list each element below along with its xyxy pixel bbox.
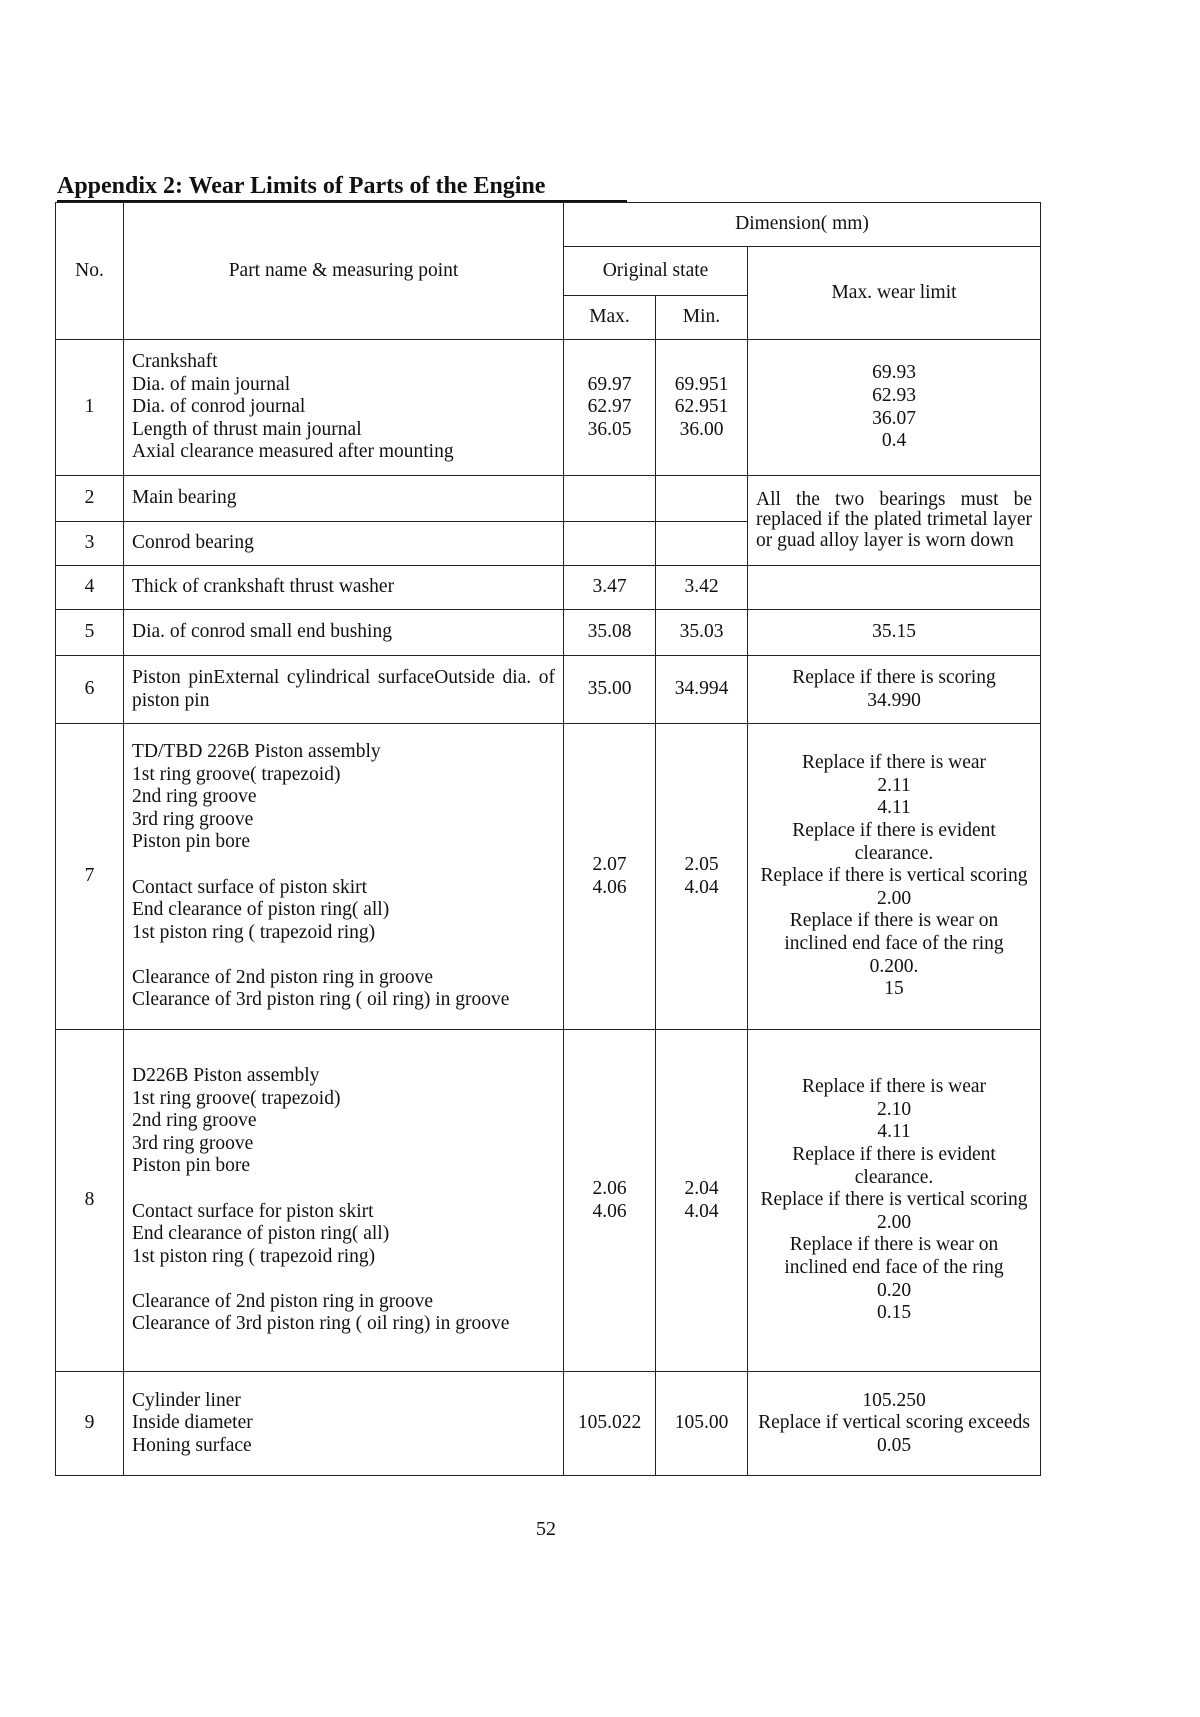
wear-limit-line: 4.11 [877, 797, 911, 819]
wear-limit-line: Replace if there is evident clearance. [792, 1144, 996, 1188]
wear-limit-line: 62.93 [872, 384, 916, 406]
table-row [56, 1030, 1041, 1372]
part-name [124, 566, 564, 610]
wear-limit-line: Replace if there is wear on inclined end face of the ring [784, 910, 1004, 954]
wear-limit-line: 15 [884, 978, 904, 1000]
min-value [656, 1372, 748, 1476]
wear-limit-line: 2.11 [877, 774, 911, 796]
wear-limit-line: 2.00 [876, 1211, 912, 1233]
wear-limit-line: Replace if there is wear on inclined end face of the ring [784, 1234, 1004, 1278]
max-value-line: 36.05 [587, 418, 632, 440]
part-name-line: Contact surface of piston skirt [132, 876, 368, 898]
max-value-line: 4.06 [592, 1200, 627, 1222]
table-row [56, 724, 1041, 1030]
min-value-line: 105.00 [674, 1412, 729, 1434]
wear-limit-line: 69.93 [872, 362, 916, 384]
wear-limit-line: 4.11 [877, 1121, 911, 1143]
part-name [124, 1030, 564, 1372]
part-name-line: Thick of crankshaft thrust washer [132, 576, 395, 598]
part-name-line: End clearance of piston ring( all) [132, 899, 390, 921]
wear-limit-line: 36.07 [872, 407, 916, 429]
row-number: 3 [56, 522, 124, 566]
min-value [656, 724, 748, 1030]
header-wear-limit: Max. wear limit [748, 247, 1041, 340]
max-value [564, 1030, 656, 1372]
wear-limit [748, 610, 1041, 656]
wear-limit-line: 0.200. [869, 955, 919, 977]
part-name-line: Main bearing [132, 487, 237, 509]
wear-limit [748, 566, 1041, 610]
wear-limit-line: Replace if there is scoring [792, 666, 996, 688]
part-name [124, 522, 564, 566]
max-value [564, 476, 656, 522]
min-value [656, 340, 748, 476]
min-value [656, 656, 748, 724]
part-name-line: 1st piston ring ( trapezoid ring) [132, 921, 376, 943]
max-value [564, 340, 656, 476]
wear-limit-line: 2.00 [876, 887, 912, 909]
blank-line [132, 1178, 555, 1201]
part-name-line: Dia. of conrod journal [132, 396, 306, 418]
part-name-line: End clearance of piston ring( all) [132, 1223, 390, 1245]
table-row [56, 566, 1041, 610]
page-title: Appendix 2: Wear Limits of Parts of the Engine [57, 173, 546, 199]
part-name [124, 476, 564, 522]
min-value [656, 610, 748, 656]
min-value-line: 35.03 [679, 621, 724, 643]
max-value-line: 35.00 [587, 678, 632, 700]
wear-limit-line: 105.250 [862, 1389, 926, 1411]
row-number: 9 [56, 1372, 124, 1476]
max-value [564, 522, 656, 566]
header-max: Max. [564, 296, 656, 340]
part-name-line: 2nd ring groove [132, 1110, 257, 1132]
row-number: 1 [56, 340, 124, 476]
part-name-line: 1st ring groove( trapezoid) [132, 763, 341, 785]
min-value-line: 3.42 [684, 576, 719, 598]
part-name-line: Clearance of 3rd piston ring ( oil ring) in groove [132, 1313, 510, 1335]
part-name-line: Clearance of 3rd piston ring ( oil ring) in groove [132, 989, 510, 1011]
wear-limit-line: 0.15 [876, 1302, 912, 1324]
max-value [564, 1372, 656, 1476]
part-name-line: 3rd ring groove [132, 808, 254, 830]
wear-limit-line: 0.20 [876, 1279, 912, 1301]
max-value-line: 62.97 [587, 396, 632, 418]
wear-limit [748, 340, 1041, 476]
row-number: 6 [56, 656, 124, 724]
wear-limit-line: 2.10 [876, 1098, 912, 1120]
min-value-line: 2.05 [684, 853, 719, 875]
table-row [56, 476, 1041, 522]
min-value-line: 62.951 [674, 396, 729, 418]
part-name-line: Piston pinExternal cylindrical surfaceOutside dia. of piston pin [132, 666, 555, 711]
min-value-line: 4.04 [684, 1200, 719, 1222]
part-name [124, 656, 564, 724]
part-name-line: Length of thrust main journal [132, 418, 362, 440]
table-row [56, 610, 1041, 656]
max-value [564, 610, 656, 656]
wear-limit-line: Replace if there is wear [801, 1076, 987, 1098]
wear-limit-line: 34.990 [867, 689, 921, 711]
max-value [564, 724, 656, 1030]
page-number: 52 [536, 1518, 556, 1540]
table-body [56, 340, 1041, 1476]
part-name-line: 3rd ring groove [132, 1132, 254, 1154]
part-name [124, 1372, 564, 1476]
part-name-line: Honing surface [132, 1434, 252, 1456]
part-name-line: Axial clearance measured after mounting [132, 441, 454, 463]
wear-limit-line: Replace if there is evident clearance. [792, 820, 996, 864]
max-value-line: 69.97 [587, 373, 632, 395]
part-name-line: Inside diameter [132, 1412, 253, 1434]
header-original-state: Original state [564, 247, 748, 296]
max-value-line: 4.06 [592, 876, 627, 898]
min-value [656, 476, 748, 522]
header-min: Min. [656, 296, 748, 340]
min-value-line: 2.04 [684, 1177, 719, 1199]
part-name [124, 724, 564, 1030]
wear-limits-table [55, 202, 1041, 1476]
min-value [656, 522, 748, 566]
max-value-line: 2.06 [592, 1177, 627, 1199]
min-value-line: 34.994 [674, 678, 729, 700]
max-value-line: 2.07 [592, 853, 627, 875]
min-value-line: 4.04 [684, 876, 719, 898]
wear-limit-line: Replace if vertical scoring exceeds 0.05 [758, 1412, 1030, 1456]
part-name-line: 2nd ring groove [132, 786, 257, 808]
max-value [564, 566, 656, 610]
part-name-line: Contact surface for piston skirt [132, 1200, 374, 1222]
header-dimension: Dimension( mm) [564, 203, 1041, 247]
wear-limit [748, 1030, 1041, 1372]
part-name [124, 610, 564, 656]
part-name-line: Piston pin bore [132, 831, 251, 853]
part-name-line: Clearance of 2nd piston ring in groove [132, 966, 434, 988]
part-name-line: 1st ring groove( trapezoid) [132, 1087, 341, 1109]
part-name-line: Conrod bearing [132, 532, 254, 554]
part-name-line: D226B Piston assembly [132, 1064, 320, 1086]
blank-line [132, 1268, 555, 1291]
header-part: Part name & measuring point [124, 203, 564, 340]
part-name-line: Clearance of 2nd piston ring in groove [132, 1290, 434, 1312]
table-row [56, 656, 1041, 724]
wear-limit [748, 724, 1041, 1030]
wear-limit [748, 656, 1041, 724]
blank-line [132, 854, 555, 877]
blank-line [132, 944, 555, 967]
max-value-line: 3.47 [592, 576, 627, 598]
wear-limit-line: Replace if there is vertical scoring [760, 1189, 1028, 1211]
row-number: 5 [56, 610, 124, 656]
wear-limit-line: Replace if there is wear [801, 752, 987, 774]
wear-limit-shared: All the two bearings must be replaced if the plated trimetal layer or guad alloy layer is worn down [748, 476, 1041, 566]
min-value-line: 69.951 [674, 373, 729, 395]
part-name [124, 340, 564, 476]
min-value [656, 1030, 748, 1372]
row-number: 7 [56, 724, 124, 1030]
table-row [56, 340, 1041, 476]
part-name-line: Dia. of conrod small end bushing [132, 621, 392, 643]
part-name-line: TD/TBD 226B Piston assembly [132, 740, 381, 762]
part-name-line: Cylinder liner [132, 1389, 241, 1411]
min-value [656, 566, 748, 610]
part-name-line: Dia. of main journal [132, 373, 291, 395]
wear-limit-line: Replace if there is vertical scoring [760, 865, 1028, 887]
row-number: 8 [56, 1030, 124, 1372]
max-value-line: 105.022 [577, 1412, 642, 1434]
part-name-line: 1st piston ring ( trapezoid ring) [132, 1245, 376, 1267]
row-number: 4 [56, 566, 124, 610]
table-row [56, 1372, 1041, 1476]
wear-limit [748, 1372, 1041, 1476]
part-name-line: Piston pin bore [132, 1155, 251, 1177]
header-no: No. [56, 203, 124, 340]
min-value-line: 36.00 [679, 418, 724, 440]
part-name-line: Crankshaft [132, 351, 218, 373]
wear-limit-line: 0.4 [881, 430, 907, 452]
max-value-line: 35.08 [587, 621, 632, 643]
max-value [564, 656, 656, 724]
row-number: 2 [56, 476, 124, 522]
wear-limit-line: 35.15 [872, 621, 916, 643]
